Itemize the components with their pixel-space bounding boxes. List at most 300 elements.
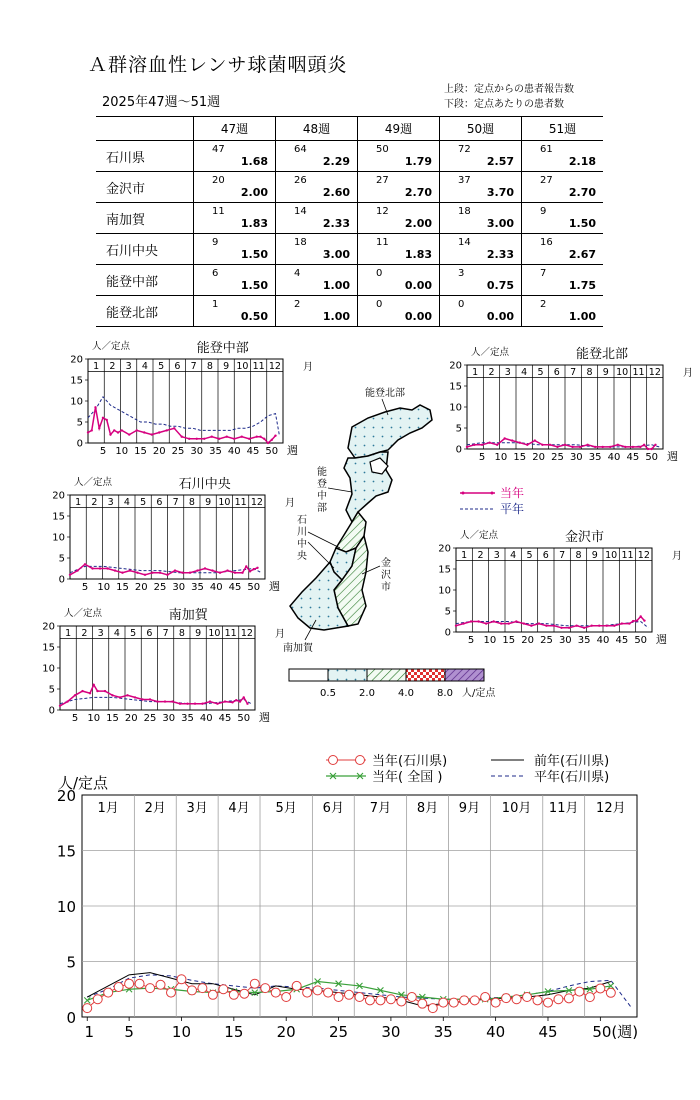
- current-marker: [93, 995, 102, 1004]
- data-point: [159, 572, 161, 574]
- x-tick-label: 40: [199, 713, 213, 724]
- data-point: [248, 438, 250, 440]
- per-sentinel-rate: 3.00: [322, 248, 350, 261]
- report-count: 2: [540, 299, 547, 310]
- per-sentinel-rate: 1.00: [322, 279, 350, 292]
- report-count: 0: [376, 299, 383, 310]
- data-point: [534, 439, 536, 441]
- report-count: 11: [212, 206, 225, 217]
- report-count: 12: [376, 206, 389, 217]
- region-title: 石川中央: [178, 477, 231, 492]
- month-label: 6: [156, 497, 163, 509]
- y-tick-label: 15: [52, 511, 65, 523]
- data-point: [91, 429, 93, 431]
- data-point: [253, 568, 255, 570]
- data-point: [233, 438, 235, 440]
- report-count: 27: [540, 175, 553, 186]
- data-point: [136, 429, 138, 431]
- month-unit: 月: [285, 498, 295, 509]
- main-y-tick-label: 5: [66, 953, 76, 972]
- data-point: [69, 574, 71, 576]
- region-chart: [438, 529, 682, 646]
- current-marker: [229, 990, 238, 999]
- data-point: [91, 567, 93, 569]
- current-marker: [596, 984, 605, 993]
- data-point: [560, 627, 562, 629]
- month-label: 11: [252, 361, 265, 373]
- data-point: [241, 436, 243, 438]
- data-point: [76, 569, 78, 571]
- unit-label: 人／定点: [64, 608, 103, 619]
- month-label: 8: [188, 497, 195, 509]
- month-label: 4: [521, 367, 528, 379]
- report-count: 16: [540, 237, 553, 248]
- main-x-tick-label: 45: [538, 1023, 558, 1041]
- current-marker: [491, 998, 500, 1007]
- current-marker: [512, 995, 521, 1004]
- report-period: 2025年47週～51週: [102, 95, 221, 110]
- x-tick-label: 5: [99, 446, 107, 457]
- y-tick-label: 5: [48, 684, 55, 696]
- data-point: [636, 619, 638, 621]
- data-point: [121, 572, 123, 574]
- current-marker: [219, 985, 228, 994]
- x-tick-label: 25: [551, 452, 564, 463]
- data-point: [243, 696, 245, 698]
- per-sentinel-rate: 2.33: [486, 248, 514, 261]
- data-point: [211, 569, 213, 571]
- month-label: 3: [493, 550, 500, 562]
- current-marker: [146, 984, 155, 993]
- current-marker: [198, 984, 207, 993]
- month-label: 6: [146, 628, 153, 640]
- main-y-tick-label: 15: [56, 842, 76, 861]
- region-chart: [42, 607, 285, 724]
- data-point: [503, 437, 505, 439]
- month-label: 8: [575, 550, 582, 562]
- x-tick-label: 20: [532, 452, 545, 463]
- table-note-lower: 下段：定点あたりの患者数: [444, 99, 564, 110]
- x-tick-label: 50: [634, 635, 648, 646]
- map-label-kanazawa-char: 沢: [381, 570, 391, 581]
- map-label-ishikawa-chuo-char: 中: [297, 539, 307, 550]
- data-point: [500, 622, 502, 624]
- report-count: 18: [294, 237, 307, 248]
- data-point: [515, 620, 517, 622]
- map-label-ishikawa-chuo-char: 石: [297, 515, 307, 526]
- data-point: [234, 572, 236, 574]
- month-label: 9: [205, 497, 212, 509]
- data-point: [111, 694, 113, 696]
- y-tick-label: 5: [455, 423, 462, 435]
- main-y-tick-label: 0: [66, 1009, 76, 1027]
- data-point: [231, 701, 233, 703]
- x-tick-label: 50: [265, 446, 279, 457]
- map-label-kanazawa-char: 金: [381, 558, 391, 569]
- current-marker: [386, 995, 395, 1004]
- month-unit: 月: [683, 368, 693, 379]
- month-label: 5: [537, 367, 544, 379]
- data-point: [189, 572, 191, 574]
- legend-nation-label: 当年( 全国 ): [372, 770, 443, 785]
- report-count: 11: [376, 237, 389, 248]
- data-point: [263, 438, 265, 440]
- month-label: 9: [223, 361, 230, 373]
- x-tick-label: 35: [577, 635, 591, 646]
- data-point: [194, 703, 196, 705]
- data-point: [226, 436, 228, 438]
- x-tick-label: 35: [191, 582, 204, 593]
- data-point: [256, 567, 258, 569]
- report-count: 14: [458, 237, 471, 248]
- main-month-label: 10月: [501, 801, 532, 816]
- report-count: 72: [458, 144, 471, 155]
- per-sentinel-rate: 0.50: [240, 310, 268, 323]
- x-tick-label: 20: [152, 446, 166, 457]
- page-title: Ａ群溶血性レンサ球菌咽頭炎: [88, 54, 348, 76]
- x-tick-label: 15: [134, 446, 147, 457]
- main-y-tick-label: 10: [56, 898, 76, 916]
- per-sentinel-rate: 2.57: [486, 155, 514, 168]
- current-marker: [418, 999, 427, 1008]
- data-point: [98, 427, 100, 429]
- current-marker: [208, 990, 217, 999]
- current-marker: [250, 979, 259, 988]
- data-point: [545, 625, 547, 627]
- y-tick-label: 0: [455, 444, 462, 456]
- month-label: 11: [621, 550, 634, 562]
- current-marker: [460, 996, 469, 1005]
- report-count: 2: [294, 299, 301, 310]
- map-label-noto-chubu-char: 中: [317, 491, 327, 502]
- main-month-label: 3月: [186, 801, 208, 816]
- data-point: [94, 406, 96, 408]
- ishikawa-map: [283, 386, 432, 654]
- week-unit: 週: [287, 444, 298, 457]
- month-label: 8: [206, 361, 213, 373]
- week-header: 47週: [194, 117, 276, 141]
- month-label: 8: [178, 628, 185, 640]
- current-marker: [177, 975, 186, 984]
- data-point: [473, 444, 475, 446]
- x-tick-label: 50: [247, 582, 261, 593]
- month-label: 5: [526, 550, 533, 562]
- data-point: [575, 625, 577, 627]
- data-point: [613, 625, 615, 627]
- legend-prev-label: 前年(石川県): [534, 754, 610, 769]
- data-point: [488, 442, 490, 444]
- data-point: [481, 444, 483, 446]
- x-tick-label: 30: [190, 446, 204, 457]
- data-point: [196, 569, 198, 571]
- data-point: [117, 431, 119, 433]
- region-title: 金沢市: [565, 530, 605, 545]
- current-marker: [554, 995, 563, 1004]
- month-label: 2: [477, 550, 484, 562]
- data-point: [173, 427, 175, 429]
- per-sentinel-rate: 0.00: [404, 310, 432, 323]
- current-marker: [83, 1004, 92, 1013]
- y-tick-label: 10: [52, 532, 65, 544]
- per-sentinel-rate: 1.68: [240, 155, 268, 168]
- month-unit: 月: [672, 551, 682, 562]
- data-point: [151, 433, 153, 435]
- per-sentinel-rate: 1.50: [568, 217, 596, 230]
- data-point: [211, 436, 213, 438]
- month-label: 6: [553, 367, 560, 379]
- data-point: [74, 694, 76, 696]
- per-sentinel-rate: 3.70: [486, 186, 514, 199]
- y-tick-label: 0: [48, 705, 55, 717]
- legend-cur-pref-marker: [356, 756, 365, 765]
- week-unit: 週: [269, 580, 280, 593]
- x-tick-label: 10: [483, 635, 497, 646]
- month-label: 2: [81, 628, 88, 640]
- main-month-label: 7月: [369, 801, 392, 816]
- per-sentinel-rate: 2.33: [322, 217, 350, 230]
- month-label: 11: [234, 497, 247, 509]
- report-count: 18: [458, 206, 471, 217]
- data-point: [119, 696, 121, 698]
- map-label-ishikawa-chuo-char: 央: [297, 551, 307, 562]
- per-sentinel-rate: 1.00: [322, 310, 350, 323]
- current-marker: [502, 994, 511, 1003]
- main-x-tick-label: 1: [84, 1023, 95, 1041]
- main-chart: [57, 774, 638, 1041]
- legend-normal-label: 平年: [500, 502, 525, 516]
- data-point: [598, 625, 600, 627]
- month-label: 12: [648, 367, 661, 379]
- data-point: [164, 700, 166, 702]
- per-sentinel-rate: 2.00: [404, 217, 432, 230]
- data-point: [196, 438, 198, 440]
- scale-unit: 人/定点: [462, 688, 496, 699]
- y-tick-label: 10: [70, 396, 83, 408]
- week-header: 50週: [440, 117, 522, 141]
- report-count: 37: [458, 175, 471, 186]
- report-count: 26: [294, 175, 307, 186]
- region-chart: [52, 476, 295, 593]
- report-count: 61: [540, 144, 553, 155]
- main-x-tick-label: 30: [381, 1023, 401, 1041]
- x-tick-label: 5: [81, 582, 89, 593]
- current-marker: [324, 988, 333, 997]
- data-point: [99, 567, 101, 569]
- x-tick-label: 25: [143, 713, 157, 724]
- month-label: 1: [93, 361, 100, 373]
- per-sentinel-rate: 2.29: [322, 155, 350, 168]
- region-name: 能登中部: [96, 265, 194, 296]
- month-label: 3: [125, 361, 132, 373]
- region-title: 能登北部: [576, 347, 629, 362]
- data-point: [171, 700, 173, 702]
- legend-current-marker: [491, 492, 494, 495]
- x-tick-label: 10: [494, 452, 508, 463]
- data-point: [477, 620, 479, 622]
- y-tick-label: 15: [449, 381, 462, 393]
- data-point: [134, 696, 136, 698]
- x-tick-label: 25: [540, 635, 553, 646]
- month-label: 1: [472, 367, 479, 379]
- month-label: 4: [113, 628, 120, 640]
- main-unit-label: 人/定点: [58, 774, 109, 792]
- month-label: 11: [632, 367, 645, 379]
- x-tick-label: 30: [162, 713, 176, 724]
- report-count: 7: [540, 268, 547, 279]
- current-marker: [282, 993, 291, 1002]
- month-label: 10: [605, 550, 618, 562]
- x-tick-label: 15: [106, 713, 119, 724]
- current-marker: [261, 984, 270, 993]
- per-sentinel-rate: 1.00: [568, 310, 596, 323]
- data-point: [84, 563, 86, 565]
- y-tick-label: 15: [438, 564, 451, 576]
- month-label: 2: [488, 367, 495, 379]
- report-count: 9: [212, 237, 219, 248]
- data-point: [274, 434, 276, 436]
- report-count: 14: [294, 206, 307, 217]
- scale-swatch: [328, 669, 367, 681]
- data-point: [121, 429, 123, 431]
- data-point: [181, 436, 183, 438]
- month-label: 7: [162, 628, 169, 640]
- month-label: 7: [559, 550, 566, 562]
- report-count: 1: [212, 299, 219, 310]
- week-header: 49週: [358, 117, 440, 141]
- main-x-tick-label: 20: [276, 1023, 296, 1041]
- data-point: [590, 625, 592, 627]
- current-marker: [187, 986, 196, 995]
- data-point: [239, 700, 241, 702]
- current-marker: [313, 986, 322, 995]
- data-point: [586, 444, 588, 446]
- week-header: 51週: [522, 117, 604, 141]
- current-marker: [575, 987, 584, 996]
- main-x-tick-label: 10: [171, 1023, 192, 1041]
- week-unit: 週: [259, 711, 270, 724]
- scale-swatch: [406, 669, 445, 681]
- scale-swatch: [445, 669, 484, 681]
- report-count: 27: [376, 175, 389, 186]
- month-label: 12: [240, 628, 253, 640]
- data-point: [568, 627, 570, 629]
- report-count: 9: [540, 206, 547, 217]
- data-point: [538, 622, 540, 624]
- data-point: [89, 692, 91, 694]
- data-point: [104, 690, 106, 692]
- x-tick-label: 15: [116, 582, 129, 593]
- per-sentinel-rate: 0.75: [486, 279, 514, 292]
- month-label: 6: [174, 361, 181, 373]
- current-marker: [104, 988, 113, 997]
- map-label-noto-chubu-char: 能: [317, 467, 327, 478]
- x-tick-label: 20: [134, 582, 148, 593]
- per-sentinel-rate: 3.00: [486, 217, 514, 230]
- data-point: [455, 625, 457, 627]
- data-point: [647, 448, 649, 450]
- month-label: 11: [224, 628, 237, 640]
- current-marker: [345, 990, 354, 999]
- y-tick-label: 0: [58, 574, 65, 586]
- y-tick-label: 5: [58, 553, 65, 565]
- current-marker: [470, 996, 479, 1005]
- region-name: 金沢市: [96, 172, 194, 203]
- main-x-tick-label: 15: [224, 1023, 244, 1041]
- region-name: 能登北部: [96, 296, 194, 327]
- x-tick-label: 40: [607, 452, 621, 463]
- x-tick-label: 10: [97, 582, 111, 593]
- data-point: [643, 444, 645, 446]
- per-sentinel-rate: 1.83: [404, 248, 432, 261]
- map-leader: [308, 532, 340, 548]
- current-marker: [271, 988, 280, 997]
- data-point: [628, 622, 630, 624]
- report-count: 4: [294, 268, 301, 279]
- data-point: [639, 615, 641, 617]
- main-month-label: 4月: [228, 801, 250, 816]
- map-label-kanazawa-char: 市: [381, 582, 391, 593]
- data-point: [201, 703, 203, 705]
- data-point: [601, 446, 603, 448]
- scale-tick-label: 8.0: [437, 688, 453, 699]
- data-point: [216, 703, 218, 705]
- current-marker: [564, 994, 573, 1003]
- data-point: [643, 619, 645, 621]
- data-point: [259, 436, 261, 438]
- x-tick-label: 25: [171, 446, 185, 457]
- main-month-label: 9月: [458, 801, 481, 816]
- current-marker: [481, 993, 490, 1002]
- data-point: [149, 698, 151, 700]
- data-point: [594, 446, 596, 448]
- main-legend: [326, 753, 609, 785]
- month-label: 7: [172, 497, 179, 509]
- region-chart: [449, 346, 693, 463]
- month-label: 8: [586, 367, 593, 379]
- data-point: [632, 446, 634, 448]
- y-tick-label: 15: [42, 642, 55, 654]
- y-tick-label: 20: [449, 360, 462, 372]
- data-point: [156, 700, 158, 702]
- month-unit: 月: [275, 629, 285, 640]
- data-point: [158, 431, 160, 433]
- data-point: [106, 419, 108, 421]
- data-point: [606, 625, 608, 627]
- data-point: [87, 431, 89, 433]
- data-point: [203, 438, 205, 440]
- current-marker: [376, 996, 385, 1005]
- legend-current-label: 当年: [500, 486, 525, 500]
- data-point: [143, 431, 145, 433]
- week-unit: 週: [656, 633, 667, 646]
- data-point: [181, 572, 183, 574]
- report-count: 47: [212, 144, 225, 155]
- data-point: [114, 569, 116, 571]
- per-sentinel-rate: 1.75: [568, 279, 596, 292]
- main-month-label: 8月: [416, 801, 439, 816]
- data-point: [218, 438, 220, 440]
- month-label: 2: [91, 497, 98, 509]
- data-point: [541, 444, 543, 446]
- x-tick-label: 40: [596, 635, 610, 646]
- main-month-label: 11月: [548, 801, 579, 816]
- x-tick-label: 35: [209, 446, 222, 457]
- x-tick-label: 25: [153, 582, 167, 593]
- report-count: 0: [376, 268, 383, 279]
- legend-cur-pref-label: 当年(石川県): [372, 754, 448, 769]
- x-tick-label: 5: [478, 452, 486, 463]
- data-point: [241, 572, 243, 574]
